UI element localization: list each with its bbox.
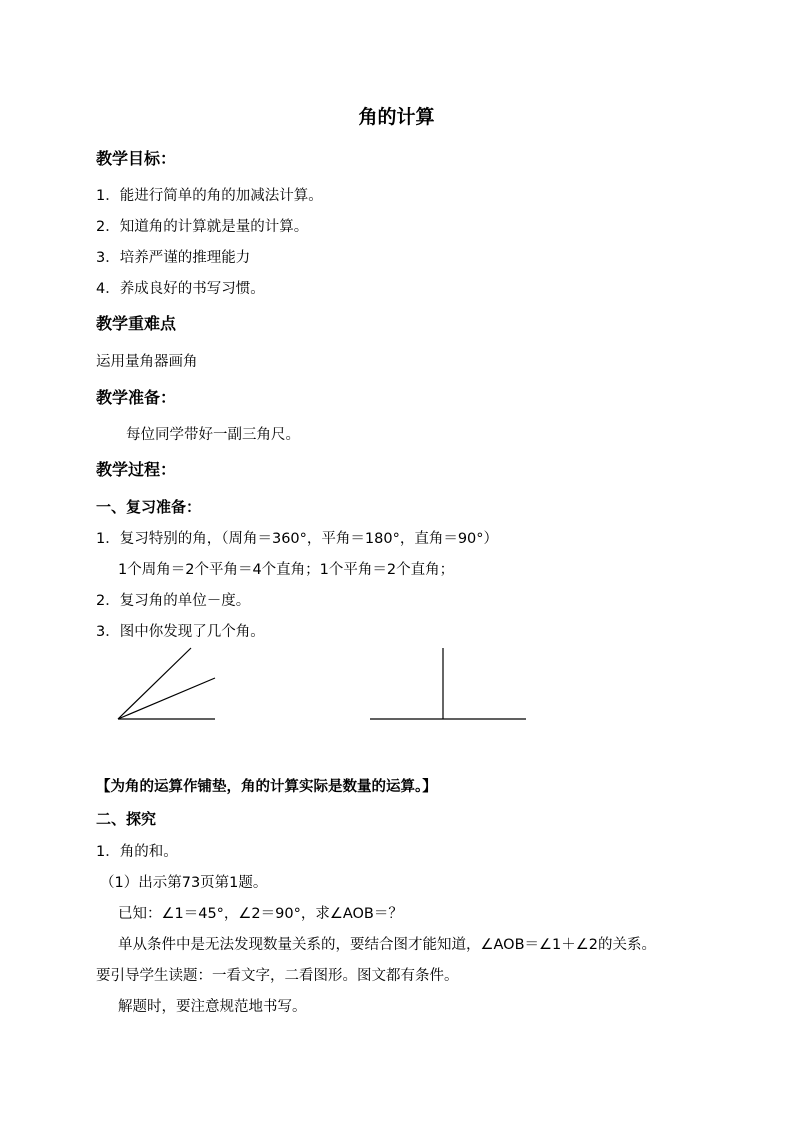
goal-item-4: 4．养成良好的书写习惯。 <box>96 281 265 297</box>
goals-heading: 教学目标： <box>96 149 177 168</box>
goal-item-1: 1．能进行简单的角的加减法计算。 <box>96 188 323 204</box>
explore-writing-note: 解题时，要注意规范地书写。 <box>118 999 307 1015</box>
goal-item-3: 3．培养严谨的推理能力 <box>96 250 251 266</box>
goal-item-2: 2．知道角的计算就是量的计算。 <box>96 219 309 235</box>
angle-figure-rays <box>110 640 230 730</box>
review-item-1: 1．复习特别的角，（周角＝360°，平角＝180°，直角＝90°） <box>96 531 499 547</box>
ray-middle <box>118 678 215 719</box>
review-heading: 一、复习准备： <box>96 498 202 516</box>
review-item-3: 3．图中你发现了几个角。 <box>96 624 265 640</box>
key-points-heading: 教学重难点 <box>96 314 177 333</box>
key-points-text: 运用量角器画角 <box>96 354 198 370</box>
explore-item-1-sub: （1）出示第73页第1题。 <box>100 875 268 891</box>
prep-heading: 教学准备： <box>96 388 177 407</box>
review-item-1-detail: 1个周角＝2个平角＝4个直角；1个平角＝2个直角； <box>118 562 455 578</box>
explore-explanation: 单从条件中是无法发现数量关系的，要结合图才能知道，∠AOB＝∠1＋∠2的关系。 <box>118 937 656 953</box>
prep-text: 每位同学带好一副三角尺。 <box>126 427 300 443</box>
page-title: 角的计算 <box>358 106 435 128</box>
angle-figure-perpendicular <box>365 640 535 730</box>
process-heading: 教学过程： <box>96 460 177 479</box>
explore-guidance: 要引导学生读题：一看文字，二看图形。图文都有条件。 <box>96 968 459 984</box>
teaching-note: 【为角的运算作铺垫，角的计算实际是数量的运算。】 <box>96 779 437 795</box>
explore-heading: 二、探究 <box>96 810 157 828</box>
ray-steep <box>118 648 191 719</box>
explore-item-1: 1．角的和。 <box>96 844 178 860</box>
explore-given: 已知：∠1＝45°，∠2＝90°，求∠AOB＝？ <box>118 906 403 922</box>
review-item-2: 2．复习角的单位－度。 <box>96 593 251 609</box>
